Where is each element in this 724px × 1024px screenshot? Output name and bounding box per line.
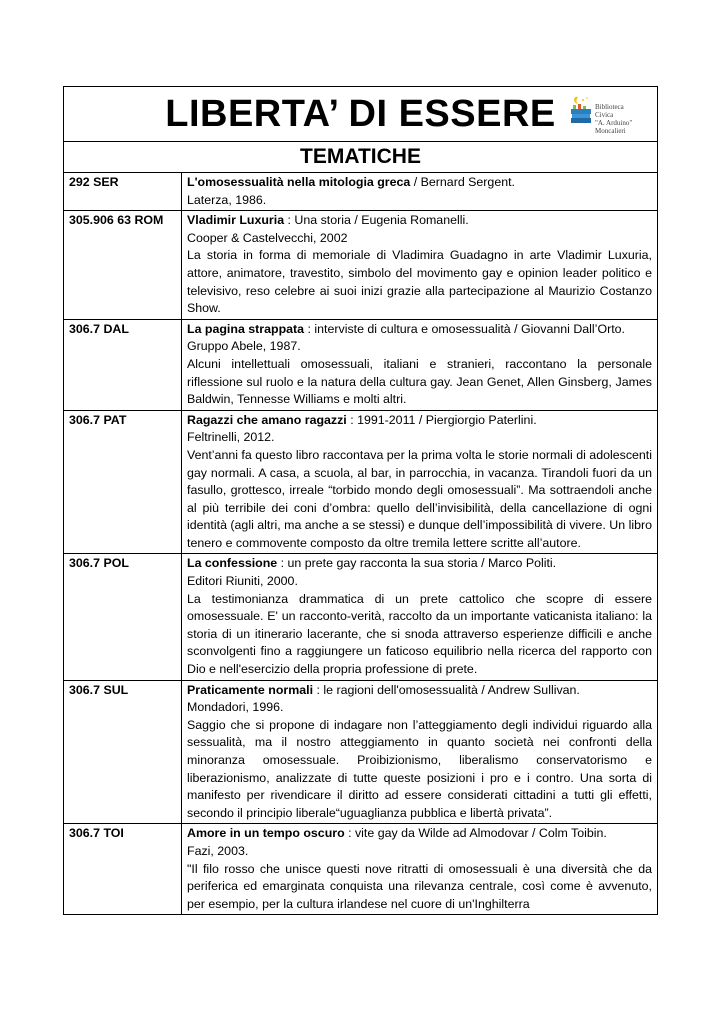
section-heading: TEMATICHE [64, 142, 657, 173]
publisher-year: Gruppo Abele, 1987. [187, 339, 301, 354]
book-subtitle-author: / Bernard Sergent. [410, 175, 515, 189]
call-number: 306.7 SUL [64, 681, 182, 824]
call-number: 306.7 POL [64, 554, 182, 679]
publisher-year: Feltrinelli, 2012. [187, 430, 275, 445]
book-title: Vladimir Luxuria [187, 213, 285, 228]
table-row [64, 173, 657, 211]
book-title: L'omosessualità nella mitologia greca [187, 175, 411, 189]
table-row [64, 411, 657, 555]
publisher-year: Fazi, 2003. [187, 843, 249, 858]
library-logo-icon [569, 95, 595, 129]
entries-list [64, 173, 657, 914]
entry-description [182, 211, 657, 319]
call-number: 292 SER [64, 173, 182, 210]
entry-description [182, 320, 657, 410]
entry-description [182, 173, 657, 210]
page-title: LIBERTA’ DI ESSERE [165, 93, 556, 135]
book-abstract: Saggio che si propone di indagare non l’atteggiamento degli individui riguardo alla sessualità, ma il nostro atteggiamento in quanto società nei confronti della minoranza omosessuale. Proibizionismo, liberalismo conservatorismo e liberazionismo, analizzate di tutte queste posizioni i pro e i contro. Una sorta di manifesto per rivendicare il diritto ad essere considerati cittadini a tutti gli effetti, secondo il principio liberale“uguaglianza pubblica e libertà privata”. [187, 717, 652, 820]
table-row [64, 554, 657, 680]
book-abstract: Alcuni intellettuali omosessuali, italiani e stranieri, raccontano la personale riflessione sul ruolo e la natura della cultura gay. Jean Genet, Allen Ginsberg, James Baldwin, Tennesse Williams e molti altri. [187, 356, 652, 407]
book-subtitle-author: : Una storia / Eugenia Romanelli. [284, 213, 469, 228]
book-subtitle-author: : le ragioni dell'omosessualità / Andrew Sullivan. [313, 682, 580, 697]
book-subtitle-author: : interviste di cultura e omosessualità / Giovanni Dall’Orto. [304, 321, 625, 336]
entry-description [182, 411, 657, 554]
entry-description [182, 554, 657, 679]
table-row [64, 320, 657, 411]
entry-heading [187, 321, 652, 339]
table-row [64, 824, 657, 914]
entry-heading [187, 212, 652, 230]
book-subtitle-author: : 1991-2011 / Piergiorgio Paterlini. [346, 412, 537, 427]
book-subtitle-author: : vite gay da Wilde ad Almodovar / Colm Toibin. [344, 826, 607, 841]
library-logo [569, 95, 637, 133]
book-subtitle-author: : un prete gay racconta la sua storia / Marco Politi. [277, 556, 557, 571]
logo-text: Biblioteca Civica "A. Arduino" Moncalieri [595, 103, 633, 135]
catalog-table [63, 86, 658, 915]
entry-description [182, 681, 657, 824]
book-abstract: Vent’anni fa questo libro raccontava per la prima volta le storie normali di adolescenti gay normali. A casa, a scuola, al bar, in parrocchia, in vacanza. Tirandoli fuori da un fasullo, grottesco, irreale “torbido mondo degli omosessuali”. Ma sottraendoli anche al più terribile dei coni d’ombra: quello dell’invisibilità, della cancellazione di ogni identità (agli altri, ma anche a se stessi) e dunque dell’impossibilità di vivere. Un libro tenero e commovente composto da oltre tremila lettere scritte all’autore. [187, 447, 652, 550]
book-title: Praticamente normali [187, 682, 314, 697]
call-number: 306.7 DAL [64, 320, 182, 410]
call-number: 305.906 63 ROM [64, 211, 182, 319]
publisher-year: Laterza, 1986. [187, 192, 267, 207]
book-abstract: La testimonianza drammatica di un prete cattolico che scopre di essere omosessuale. E' un racconto-verità, raccolto da un importante vaticanista italiano: la storia di un itinerario lacerante, che si snoda attraverso esperienze difficili e anche sconvolgenti fino a raggiungere un faticoso equilibrio nella ricerca del rapporto con Dio e nell'esercizio della propria professione di prete. [187, 591, 652, 677]
entry-description [182, 824, 657, 914]
call-number: 306.7 TOI [64, 824, 182, 914]
book-title: Ragazzi che amano ragazzi [187, 412, 347, 427]
book-abstract: "Il filo rosso che unisce questi nove ritratti di omosessuali è una diversità che da periferica ed emarginata conquista una rilevanza centrale, così come è avvenuto, per esempio, per la cultura irlandese nel cuore di un'Inghilterra [187, 861, 652, 911]
publisher-year: Mondadori, 1996. [187, 700, 284, 715]
book-abstract: La storia in forma di memoriale di Vladimira Guadagno in arte Vladimir Luxuria, attore, animatore, travestito, simbolo del movimento gay e opinion leader politico e televisivo, reso celebre ai suoi inizi grazie alla partecipazione al Maurizio Costanzo Show. [187, 248, 652, 316]
table-row [64, 681, 657, 825]
entry-heading [187, 174, 652, 192]
table-row [64, 211, 657, 320]
entry-heading [187, 682, 652, 700]
call-number: 306.7 PAT [64, 411, 182, 554]
publisher-year: Cooper & Castelvecchi, 2002 [187, 230, 348, 245]
entry-heading [187, 412, 652, 430]
publisher-year: Editori Riuniti, 2000. [187, 574, 298, 589]
book-title: La pagina strappata [187, 321, 305, 336]
header-row [64, 87, 657, 142]
entry-heading [187, 825, 652, 843]
entry-heading [187, 555, 652, 573]
book-title: Amore in un tempo oscuro [187, 826, 345, 841]
book-title: La confessione [187, 556, 278, 571]
